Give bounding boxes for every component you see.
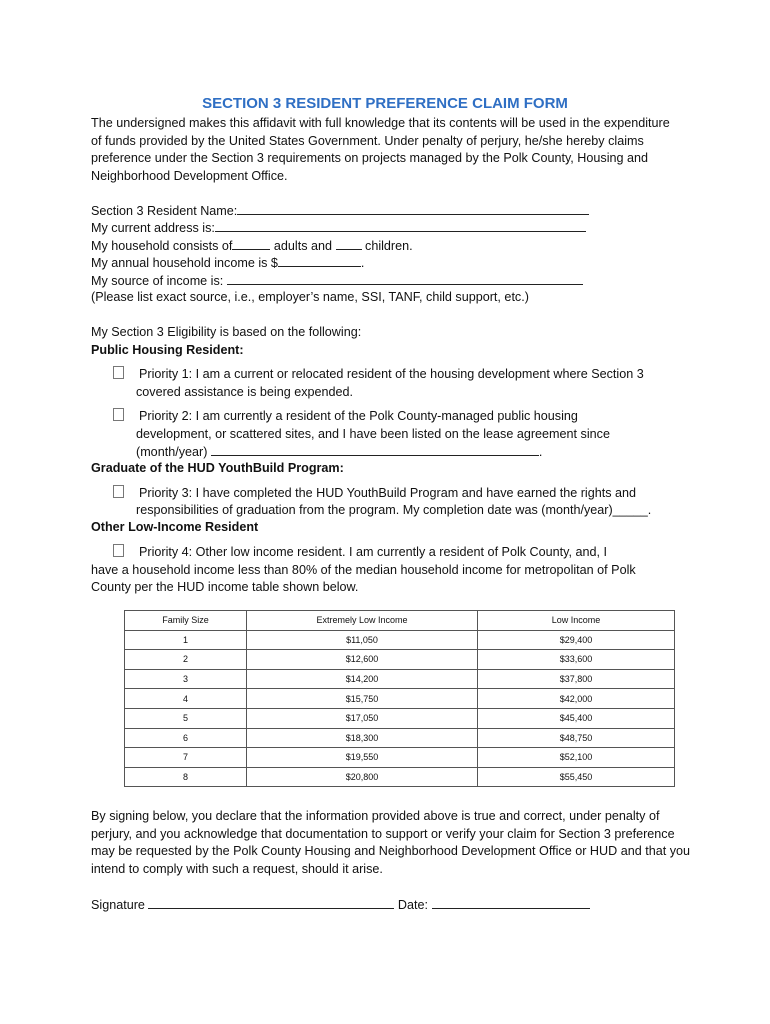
priority4-text-a: Priority 4: Other low income resident. I am currently a resident of Polk County, and, I <box>139 545 608 559</box>
cell-family-size: 2 <box>125 650 247 670</box>
priority2-checkbox[interactable] <box>113 408 124 421</box>
table-row <box>125 748 675 768</box>
cell-low: $45,400 <box>478 708 675 728</box>
resident-name-row <box>91 202 589 221</box>
table-row <box>125 728 675 748</box>
cell-family-size: 7 <box>125 748 247 768</box>
cell-extremely-low: $11,050 <box>247 630 478 650</box>
resident-name-input[interactable] <box>237 202 589 215</box>
priority1-checkbox[interactable] <box>113 366 124 379</box>
source-row <box>91 272 583 291</box>
cell-low: $48,750 <box>478 728 675 748</box>
priority2-date-label: (month/year) <box>136 445 208 459</box>
header-extremely-low: Extremely Low Income <box>247 611 478 631</box>
other-heading: Other Low-Income Resident <box>91 520 259 534</box>
household-adults-label: adults and <box>273 239 333 253</box>
cell-family-size: 5 <box>125 708 247 728</box>
priority3-text-b: responsibilities of graduation from the program. My completion date was (month/year)_____. <box>136 503 652 517</box>
household-children-label: children. <box>365 239 413 253</box>
signature-label: Signature <box>91 898 145 912</box>
priority3-checkbox[interactable] <box>113 485 124 498</box>
household-row <box>91 237 413 256</box>
date-input[interactable] <box>432 896 590 909</box>
cell-low: $33,600 <box>478 650 675 670</box>
income-table <box>124 610 675 787</box>
priority2-text: Priority 2: I am currently a resident of the Polk County-managed public housing development, or scattered sites, and I have been listed on the lease agreement since <box>136 409 610 441</box>
source-label: My source of income is: <box>91 274 224 288</box>
address-label: My current address is: <box>91 221 215 235</box>
header-low: Low Income <box>478 611 675 631</box>
priority4-checkbox[interactable] <box>113 544 124 557</box>
table-row <box>125 630 675 650</box>
cell-family-size: 4 <box>125 689 247 709</box>
cell-low: $37,800 <box>478 669 675 689</box>
form-title: SECTION 3 RESIDENT PREFERENCE CLAIM FORM <box>202 95 568 112</box>
priority1-text: Priority 1: I am a current or relocated resident of the housing development where Section 3 covered assistance is being expended. <box>136 367 644 399</box>
source-input[interactable] <box>227 272 583 285</box>
adults-input[interactable] <box>232 237 270 250</box>
youthbuild-heading: Graduate of the HUD YouthBuild Program: <box>91 461 344 475</box>
cell-extremely-low: $19,550 <box>247 748 478 768</box>
priority2-date-input[interactable] <box>211 443 539 456</box>
table-row <box>125 767 675 787</box>
cell-extremely-low: $17,050 <box>247 708 478 728</box>
children-input[interactable] <box>336 237 362 250</box>
income-input[interactable] <box>278 254 361 267</box>
cell-family-size: 6 <box>125 728 247 748</box>
cell-extremely-low: $20,800 <box>247 767 478 787</box>
intro-paragraph: The undersigned makes this affidavit with full knowledge that its contents will be used in the expenditure of funds provided by the United States Government. Under penalty of perjury, he/she hereby claims preference under the Section 3 requirements on projects managed by the Polk County, Housing and Neighborhood Development Office. <box>91 116 670 183</box>
source-note: (Please list exact source, i.e., employer’s name, SSI, TANF, child support, etc.) <box>91 290 529 304</box>
table-row <box>125 669 675 689</box>
table-header-row <box>125 611 675 631</box>
cell-low: $55,450 <box>478 767 675 787</box>
income-label: My annual household income is $ <box>91 256 278 270</box>
cell-extremely-low: $18,300 <box>247 728 478 748</box>
household-prefix: My household consists of <box>91 239 233 253</box>
cell-low: $42,000 <box>478 689 675 709</box>
table-row <box>125 689 675 709</box>
table-row <box>125 650 675 670</box>
cell-family-size: 3 <box>125 669 247 689</box>
cell-family-size: 8 <box>125 767 247 787</box>
cell-low: $29,400 <box>478 630 675 650</box>
priority2-date-row: (month/year) . <box>136 445 543 459</box>
income-row: My annual household income is $ . <box>91 256 365 270</box>
public-housing-heading: Public Housing Resident: <box>91 343 244 357</box>
cell-extremely-low: $15,750 <box>247 689 478 709</box>
priority3-text-a: Priority 3: I have completed the HUD YouthBuild Program and have earned the rights and <box>139 486 637 500</box>
address-input[interactable] <box>215 219 586 232</box>
eligibility-intro: My Section 3 Eligibility is based on the following: <box>91 325 362 339</box>
signature-input[interactable] <box>148 896 394 909</box>
date-label: Date: <box>397 898 429 912</box>
resident-name-label: Section 3 Resident Name: <box>91 204 238 218</box>
cell-low: $52,100 <box>478 748 675 768</box>
header-family-size: Family Size <box>125 611 247 631</box>
cell-extremely-low: $14,200 <box>247 669 478 689</box>
cell-extremely-low: $12,600 <box>247 650 478 670</box>
priority4-text-c: County per the HUD income table shown below. <box>91 580 359 594</box>
declaration-paragraph: By signing below, you declare that the information provided above is true and correct, under penalty of perjury, and you acknowledge that documentation to support or verify your claim for Section 3 preference may be requested by the Polk County Housing and Neighborhood Development Office or HUD and that you intend to comply with such a request, should it arise. <box>91 809 691 876</box>
cell-family-size: 1 <box>125 630 247 650</box>
priority4-text-b: have a household income less than 80% of the median household income for metropolitan of Polk <box>91 563 636 577</box>
address-row <box>91 219 586 238</box>
table-row <box>125 708 675 728</box>
signature-row <box>91 896 590 915</box>
